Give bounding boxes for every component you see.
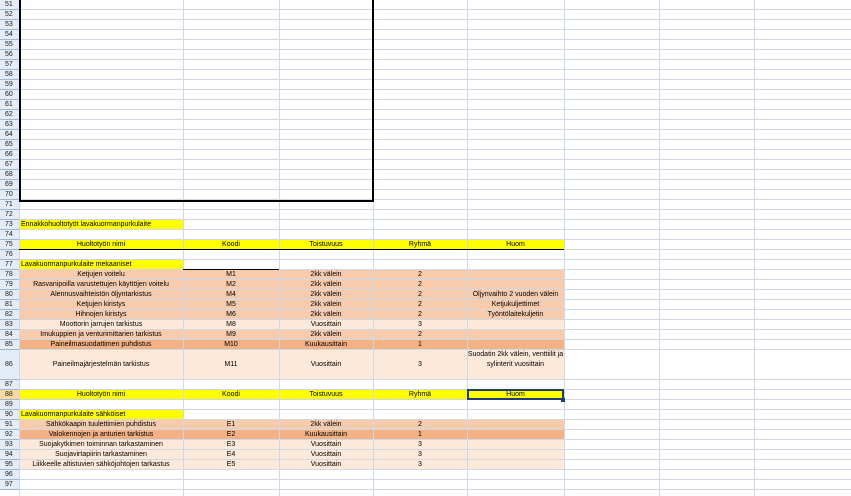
fill-handle[interactable]	[561, 398, 565, 402]
cell[interactable]: E5	[226, 461, 236, 468]
row-header[interactable]: 95	[0, 460, 19, 470]
column-header-code[interactable]: Koodi	[222, 391, 240, 398]
cell[interactable]	[467, 280, 564, 290]
cell[interactable]: 2kk välein	[310, 311, 342, 318]
row-header[interactable]: 52	[0, 10, 19, 20]
column-gridline	[659, 0, 660, 496]
row-header[interactable]: 69	[0, 180, 19, 190]
cell[interactable]: 2kk välein	[310, 271, 342, 278]
cell[interactable]: 3	[418, 321, 422, 328]
row-header[interactable]: 77	[0, 260, 19, 270]
cell[interactable]: 3	[418, 441, 422, 448]
row-header[interactable]: 97	[0, 480, 19, 490]
cell[interactable]: Vuosittain	[310, 361, 342, 368]
column-header-group[interactable]: Ryhmä	[408, 391, 432, 398]
cell[interactable]: 1	[418, 431, 422, 438]
cell[interactable]: E2	[226, 431, 236, 438]
cell[interactable]	[467, 420, 564, 430]
header-border	[19, 249, 564, 250]
row-header[interactable]: 55	[0, 40, 19, 50]
cell[interactable]: 2	[418, 421, 422, 428]
cell[interactable]: Liikkeelle altistuvien sähköjohtojen tarkastus	[32, 461, 170, 468]
cell[interactable]: 2kk välein	[310, 301, 342, 308]
cell[interactable]: Öljynvaihto 2 vuoden välein	[472, 291, 559, 298]
cell[interactable]: 2	[418, 281, 422, 288]
cell[interactable]: Moottorin jarrujen tarkistus	[59, 321, 143, 328]
column-header-note[interactable]: Huom	[506, 391, 525, 398]
cell[interactable]: Ketjujen voitelu	[77, 271, 125, 278]
row-header[interactable]: 57	[0, 60, 19, 70]
row-header[interactable]: 64	[0, 130, 19, 140]
row-header[interactable]: 82	[0, 310, 19, 320]
cell[interactable]: 1	[418, 341, 422, 348]
cell[interactable]: M10	[224, 341, 238, 348]
cell[interactable]: Vuosittain	[310, 461, 342, 468]
row-header[interactable]: 51	[0, 0, 19, 10]
cell[interactable]	[467, 430, 564, 440]
row-header[interactable]: 86	[0, 350, 19, 380]
cell[interactable]	[467, 320, 564, 330]
cell[interactable]	[467, 450, 564, 460]
cell[interactable]: Ketjukuljettimet	[491, 301, 540, 308]
cell[interactable]: 2kk välein	[310, 421, 342, 428]
column-gridline	[564, 0, 565, 496]
row-header[interactable]: 94	[0, 450, 19, 460]
cell[interactable]: M5	[226, 301, 236, 308]
column-header-code[interactable]: Koodi	[222, 241, 240, 248]
row-gridline	[19, 489, 851, 490]
cell[interactable]: 2kk välein	[310, 331, 342, 338]
cell[interactable]: Paineilmajärjestelmän tarkistus	[52, 361, 150, 368]
row-header[interactable]: 66	[0, 150, 19, 160]
cell[interactable]: Hihnojen kiristys	[75, 311, 127, 318]
row-header[interactable]: 65	[0, 140, 19, 150]
cell[interactable]: Alennusvaihteistön öljyntarkistus	[50, 291, 152, 298]
section-subtitle[interactable]: Lavakuormanpurkulaite sähköiset	[21, 411, 126, 418]
cell[interactable]: Kuukausittain	[304, 341, 348, 348]
cell[interactable]: Vuosittain	[310, 451, 342, 458]
cell[interactable]: 3	[418, 451, 422, 458]
cell[interactable]: E1	[226, 421, 236, 428]
cell[interactable]: M1	[226, 271, 236, 278]
row-header[interactable]: 89	[0, 400, 19, 410]
row-header[interactable]: 87	[0, 380, 19, 390]
row-header[interactable]: 96	[0, 470, 19, 480]
cell[interactable]: M11	[224, 361, 238, 368]
active-cell-outline[interactable]	[467, 389, 564, 400]
cell[interactable]	[467, 330, 564, 340]
row-header[interactable]: 92	[0, 430, 19, 440]
column-header-group[interactable]: Ryhmä	[408, 241, 432, 248]
row-header[interactable]: 58	[0, 70, 19, 80]
row-header[interactable]: 74	[0, 230, 19, 240]
cell[interactable]: Vuosittain	[310, 321, 342, 328]
cell[interactable]: M6	[226, 311, 236, 318]
cell[interactable]: 2kk välein	[310, 281, 342, 288]
column-gridline	[754, 0, 755, 496]
row-header[interactable]: 73	[0, 220, 19, 230]
cell[interactable]: Imukuppien ja venturimittarien tarkistus	[40, 331, 162, 338]
cell[interactable]: M8	[226, 321, 236, 328]
row-gridline	[19, 479, 851, 480]
cell[interactable]: 2kk välein	[310, 291, 342, 298]
row-header[interactable]: 61	[0, 100, 19, 110]
cell[interactable]: 2	[418, 301, 422, 308]
cell[interactable]: E4	[226, 451, 236, 458]
row-header[interactable]: 63	[0, 120, 19, 130]
row-header[interactable]: 71	[0, 200, 19, 210]
cell[interactable]: Paineilmasuodattimen puhdistus	[50, 341, 152, 348]
row-header[interactable]: 70	[0, 190, 19, 200]
cell[interactable]: 3	[418, 461, 422, 468]
cell[interactable]	[467, 340, 564, 350]
section-title[interactable]: Ennakkohuoltotyöt lavakuormanpurkulaite	[21, 221, 151, 228]
row-header[interactable]: 90	[0, 410, 19, 420]
cell[interactable]: Suojakytkimen toiminnan tarkastaminen	[39, 441, 163, 448]
column-header-note[interactable]: Huom	[506, 241, 525, 248]
row-header[interactable]: 88	[0, 390, 19, 400]
cell[interactable]: M9	[226, 331, 236, 338]
row-header[interactable]: 72	[0, 210, 19, 220]
row-header[interactable]: 76	[0, 250, 19, 260]
row-header[interactable]: 84	[0, 330, 19, 340]
row-header[interactable]: 81	[0, 300, 19, 310]
row-header[interactable]: 85	[0, 340, 19, 350]
row-header[interactable]: 79	[0, 280, 19, 290]
cell[interactable]: Sähkökaapin tuulettimien puhdistus	[45, 421, 157, 428]
column-header-freq[interactable]: Toistuvuus	[309, 241, 343, 248]
row-header[interactable]: 91	[0, 420, 19, 430]
row-header[interactable]: 75	[0, 240, 19, 250]
cell[interactable]: 2	[418, 271, 422, 278]
column-header-name[interactable]: Huoltotyön nimi	[76, 391, 126, 398]
cell[interactable]	[467, 270, 564, 280]
cell[interactable]: Rasvanipoilla varustettujen käyttöjen voitelu	[33, 281, 169, 288]
cell[interactable]: Vuosittain	[310, 441, 342, 448]
row-header[interactable]: 93	[0, 440, 19, 450]
row-header[interactable]: 80	[0, 290, 19, 300]
row-header[interactable]: 62	[0, 110, 19, 120]
row-header[interactable]: 60	[0, 90, 19, 100]
row-header[interactable]: 68	[0, 170, 19, 180]
cell[interactable]: E3	[226, 441, 236, 448]
row-header[interactable]: 53	[0, 20, 19, 30]
row-gridline	[19, 209, 851, 210]
cell[interactable]: Ketjujen kiristys	[76, 301, 126, 308]
column-header-name[interactable]: Huoltotyön nimi	[76, 241, 126, 248]
cell[interactable]: M4	[226, 291, 236, 298]
row-header[interactable]: 59	[0, 80, 19, 90]
row-header[interactable]: 54	[0, 30, 19, 40]
cell[interactable]: 2	[418, 291, 422, 298]
row-header[interactable]: 78	[0, 270, 19, 280]
cell[interactable]: 2	[418, 331, 422, 338]
column-header-freq[interactable]: Toistuvuus	[309, 391, 343, 398]
cell[interactable]: Kuukausittain	[304, 431, 348, 438]
cell[interactable]: Valokennojen ja anturien tarkistus	[48, 431, 154, 438]
cell[interactable]	[467, 460, 564, 470]
cell[interactable]: 2	[418, 311, 422, 318]
cell[interactable]: Suodatin 2kk välein, venttiilit ja sylinterit vuosittain	[467, 351, 564, 368]
empty-framed-area	[19, 0, 374, 202]
row-header[interactable]: 56	[0, 50, 19, 60]
cell[interactable]: Suojavirtapiirin tarkastaminen	[55, 451, 147, 458]
cell[interactable]: M2	[226, 281, 236, 288]
cell[interactable]: 3	[418, 361, 422, 368]
row-header[interactable]: 67	[0, 160, 19, 170]
row-header[interactable]: 83	[0, 320, 19, 330]
cell[interactable]: Työntölaitekuljetin	[487, 311, 544, 318]
section-subtitle[interactable]: Lavakuormanpurkulaite mekaaniset	[21, 261, 132, 268]
cell[interactable]	[467, 440, 564, 450]
